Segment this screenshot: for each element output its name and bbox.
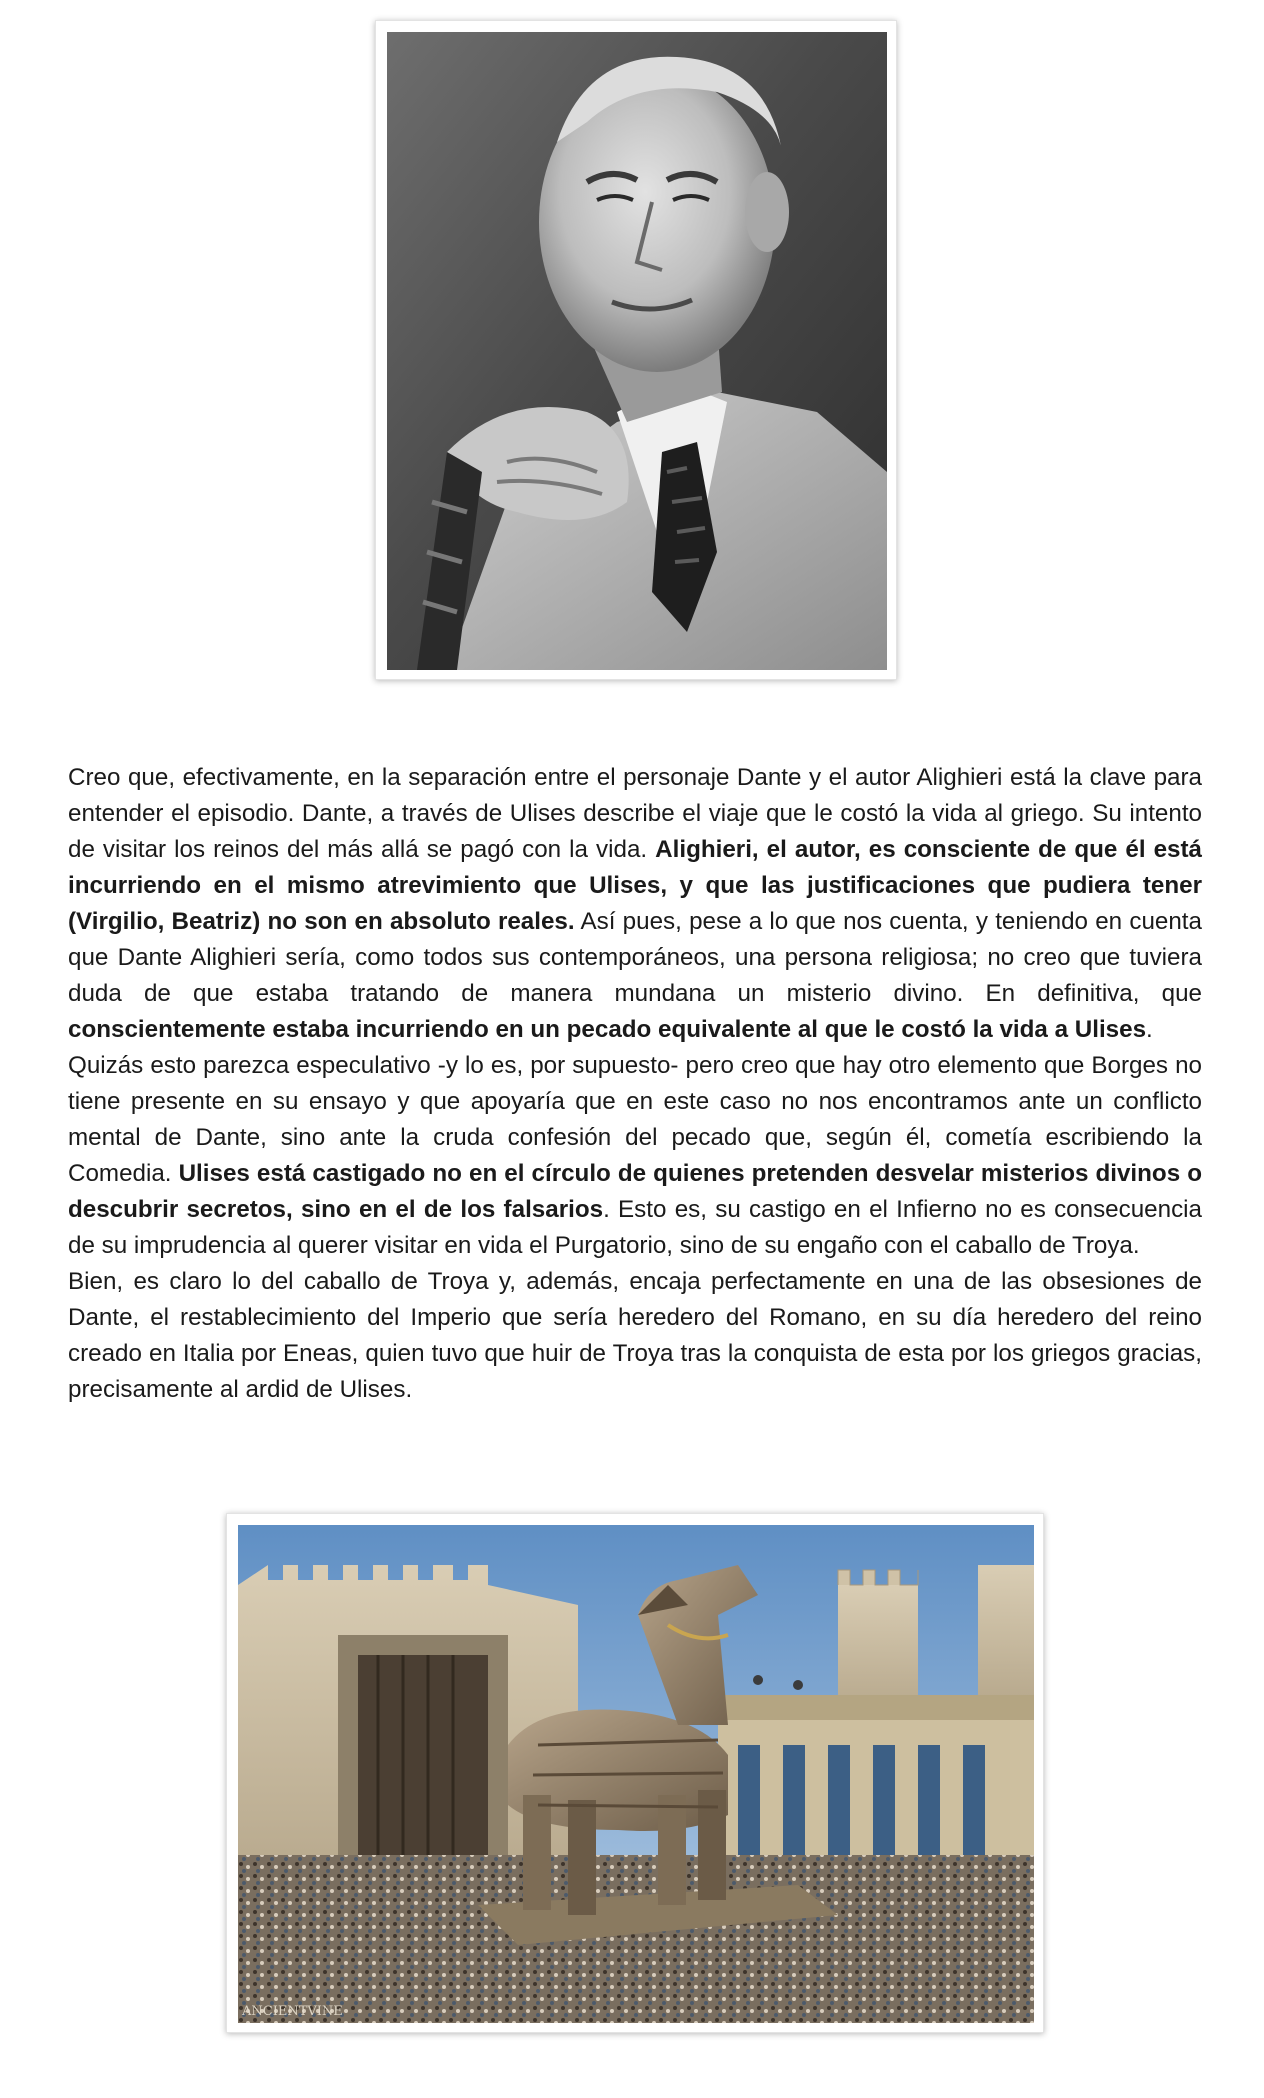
portrait-photo [387,32,887,670]
image-watermark: ANCIENTVINE [242,2004,343,2019]
paragraph-2-text-1: Quizás esto parezca especulativo -y lo es, por supuesto- pero creo que hay otro elemento que Borges no tiene presente en su ensayo y que apoyaría que en este caso no nos encontramos ante un conflicto mental de Dante, sino ante la cruda confesión del pecado que, según él, cometía escribiendo la Comedia. [68,1052,1202,1187]
paragraph-1-text-1: Creo que, efectivamente, en la separación entre el personaje Dante y el autor Alighieri está la clave para entender el episodio. Dante, a través de Ulises describe el viaje que le costó la vida al griego. Su intento de visitar los reinos del más allá se pagó con la vida. [68,764,1202,863]
paragraph-1-bold-2: conscientemente estaba incurriendo en un pecado equivalente al que le costó la vida a Ulises [68,1016,1147,1043]
paragraph-2-bold-1: Ulises está castigado no en el círculo de quienes pretenden desvelar misterios divinos o descubrir secretos, sino en el de los falsarios [68,1160,1202,1223]
trojan-horse-image-frame [226,1513,1044,2033]
article-body [68,760,1202,1408]
paragraph-1-bold-1: Alighieri, el autor, es consciente de que él está incurriendo en el mismo atrevimiento que Ulises, y que las justificaciones que pudiera tener (Virgilio, Beatriz) no son en absoluto reales. [68,836,1202,935]
paragraph-1-text-2: Así pues, pese a lo que nos cuenta, y teniendo en cuenta que Dante Alighieri sería, como todos sus contemporáneos, una persona religiosa; no creo que tuviera duda de que estaba tratando de manera mundana un misterio divino. En definitiva, que [68,908,1202,1007]
trojan-horse-image [238,1525,1034,2023]
article-paragraph-2 [68,1048,1202,1264]
paragraph-3-text-1: Bien, es claro lo del caballo de Troya y, además, encaja perfectamente en una de las obsesiones de Dante, el restablecimiento del Imperio que sería heredero del Romano, en su día heredero del reino creado en Italia por Eneas, quien tuvo que huir de Troya tras la conquista de esta por los griegos gracias, precisamente al ardid de Ulises. [68,1268,1202,1403]
paragraph-2-text-2: . Esto es, su castigo en el Infierno no es consecuencia de su imprudencia al querer visitar en vida el Purgatorio, sino de su engaño con el caballo de Troya. [68,1196,1202,1259]
article-paragraph-1 [68,760,1202,1048]
article-paragraph-3 [68,1264,1202,1408]
paragraph-1-text-3: . [1146,1016,1153,1043]
portrait-photo-frame [375,20,897,680]
